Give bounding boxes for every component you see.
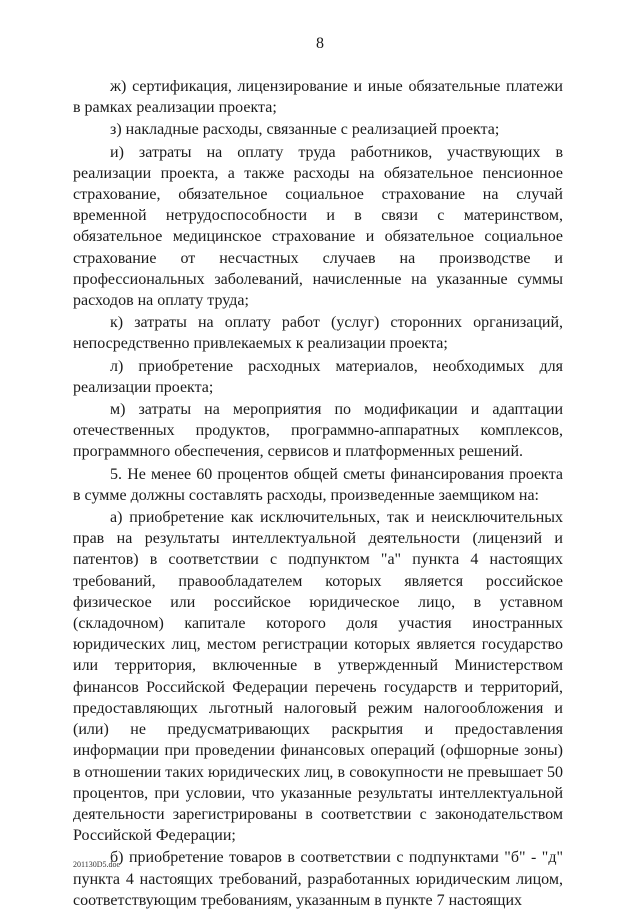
paragraph-k: к) затраты на оплату работ (услуг) сторонних организаций, непосредственно привлекаемых к реализации проекта; [73, 314, 563, 353]
paragraph-m: м) затраты на мероприятия по модификации и адаптации отечественных продуктов, программно-аппаратных комплексов, программного обеспечения, сервисов и платформенных решений. [73, 401, 563, 461]
paragraph-l: л) приобретение расходных материалов, необходимых для реализации проекта; [73, 357, 563, 396]
paragraph-zh: ж) сертификация, лицензирование и иные обязательные платежи в рамках реализации проекта; [73, 78, 563, 117]
paragraph-a: а) приобретение как исключительных, так и неисключительных прав на результаты интеллектуальной деятельности (лицензий и патентов) в соответствии с подпунктом "а" пункта 4 настоящих требований, правообладателем которых является российское физическое или российское юридическое лицо, в уставном (складочном) капитале которого доля участия иностранных юридических лиц, местом регистрации которых является государство или территория, включенные в утвержденный Министерством финансов Российской Федерации перечень государств и территорий, предоставляющих льготный налоговый режим налогообложения и (или) не предусматривающих раскрытия и предоставления информации при проведении финансовых операций (офшорные зоны) в отношении таких юридических лиц, в совокупности не превышает 50 процентов, при условии, что указанные результаты интеллектуальной деятельности зарегистрированы в соответствии с законодательством Российской Федерации; [73, 509, 563, 845]
paragraph-b: б) приобретение товаров в соответствии с подпунктами "б" - "д" пункта 4 настоящих требований, разработанных юридическим лицом, соответствующим требованиям, указанным в пункте 7 настоящих [73, 849, 563, 909]
document-code-footer: 201130D5.doc [73, 860, 121, 869]
paragraph-z: з) накладные расходы, связанные с реализацией проекта; [110, 121, 500, 139]
document-body [73, 76, 563, 911]
page-number: 8 [316, 35, 324, 52]
paragraph-i: и) затраты на оплату труда работников, участвующих в реализации проекта, а также расходы на обязательное пенсионное страхование, обязательное социальное страхование на случай временной нетрудоспособности и в связи с материнством, обязательное медицинское страхование и обязательное социальное страхование от несчастных случаев на производстве и профессиональных заболеваний, начисленные на указанные суммы расходов на оплату труда; [73, 143, 563, 310]
paragraph-5: 5. Не менее 60 процентов общей сметы финансирования проекта в сумме должны составлять расходы, произведенные заемщиком на: [73, 465, 563, 504]
